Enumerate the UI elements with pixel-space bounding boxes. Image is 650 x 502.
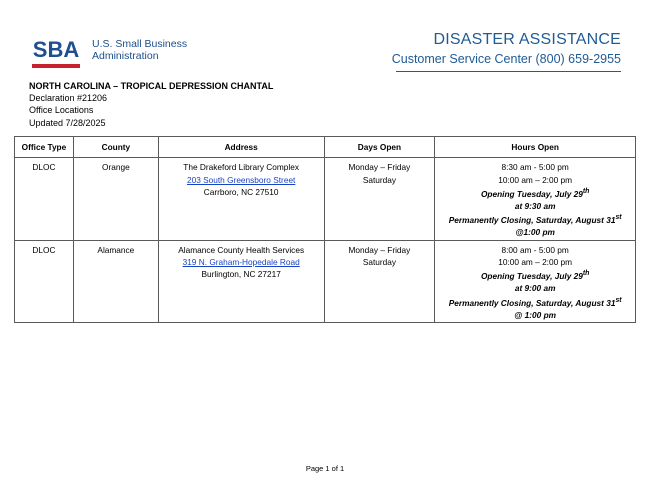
col-header-county: County (73, 137, 158, 158)
office-locations-table (14, 136, 636, 323)
closing-date-suffix: st (615, 296, 622, 304)
header-subtitle: Customer Service Center (800) 659-2955 (391, 52, 621, 66)
location-name: Alamance County Health Services (178, 244, 305, 255)
hours-saturday: 10:00 am – 2:00 pm (498, 256, 573, 267)
hours-weekday: 8:00 am - 5:00 pm (501, 244, 569, 255)
opening-date-text: Opening Tuesday, July 29 (480, 188, 583, 199)
sba-logo (29, 30, 187, 70)
opening-date (438, 186, 632, 200)
city-state-zip: Carrboro, NC 27510 (203, 186, 279, 197)
header-title: DISASTER ASSISTANCE (433, 31, 621, 48)
page-number: Page 1 of 1 (305, 464, 345, 473)
closing-date (438, 295, 632, 309)
days-saturday: Saturday (362, 174, 397, 185)
closing-date-text: Permanently Closing, Saturday, August 31 (448, 215, 616, 226)
closing-time: @ 1:00 pm (514, 309, 557, 320)
address-cell (158, 240, 324, 322)
logo-line-1: U.S. Small Business (92, 38, 188, 50)
hours-open-cell (435, 240, 636, 322)
page-header (392, 30, 621, 72)
closing-date (438, 212, 632, 226)
col-header-days-open: Days Open (324, 137, 435, 158)
declaration-number: Declaration #21206 (29, 93, 108, 104)
header-rule (396, 71, 621, 72)
opening-time: at 9:00 am (514, 283, 556, 294)
city-state-zip: Burlington, NC 27217 (201, 269, 281, 280)
days-open-cell (324, 240, 435, 322)
street-address-link[interactable]: 319 N. Graham-Hopedale Road (182, 256, 300, 267)
col-header-address: Address (158, 137, 324, 158)
closing-time: @1:00 pm (515, 227, 555, 238)
opening-date-suffix: th (582, 187, 590, 195)
office-type-cell: DLOC (15, 158, 74, 240)
days-saturday: Saturday (362, 256, 397, 267)
days-weekday: Monday – Friday (348, 244, 411, 255)
logo-mark-text: SBA (32, 37, 80, 62)
opening-date (438, 268, 632, 282)
county-cell: Orange (73, 158, 158, 240)
office-type-cell: DLOC (15, 240, 74, 322)
county-cell: Alamance (73, 240, 158, 322)
disaster-heading: NORTH CAROLINA – TROPICAL DEPRESSION CHANTAL (29, 81, 274, 91)
hours-weekday: 8:30 am - 5:00 pm (501, 162, 569, 173)
meta-subtitle: Office Locations (29, 105, 94, 116)
street-address-link[interactable]: 203 South Greensboro Street (186, 174, 296, 185)
sba-logo-mark-icon (29, 30, 83, 70)
hours-open-cell (435, 158, 636, 240)
days-open-cell (324, 158, 435, 240)
opening-date-suffix: th (582, 270, 590, 278)
logo-line-2: Administration (92, 50, 159, 62)
address-cell (158, 158, 324, 240)
col-header-office-type: Office Type (15, 137, 74, 158)
logo-wordmark (92, 38, 187, 62)
location-name: The Drakeford Library Complex (183, 162, 300, 173)
table-row (15, 158, 636, 240)
opening-date-text: Opening Tuesday, July 29 (480, 270, 583, 281)
document-meta (29, 80, 273, 129)
col-header-hours-open: Hours Open (435, 137, 636, 158)
hours-saturday: 10:00 am – 2:00 pm (498, 174, 573, 185)
closing-date-text: Permanently Closing, Saturday, August 31 (448, 297, 616, 308)
days-weekday: Monday – Friday (348, 162, 411, 173)
updated-date: Updated 7/28/2025 (29, 117, 106, 128)
table-row (15, 240, 636, 322)
closing-date-suffix: st (615, 214, 622, 222)
opening-time: at 9:30 am (514, 200, 556, 211)
table-header-row (15, 137, 636, 158)
